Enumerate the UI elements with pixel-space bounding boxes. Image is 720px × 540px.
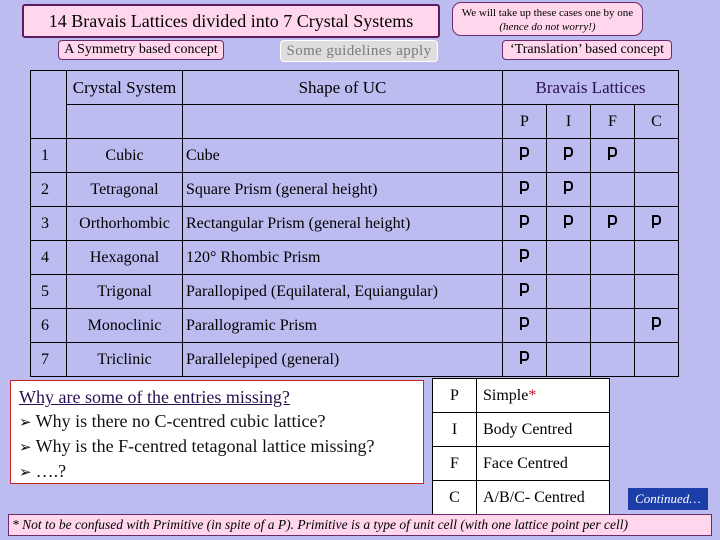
header-crystal-system: Crystal System bbox=[67, 71, 183, 105]
table-row bbox=[31, 275, 679, 309]
lattice-mark-icon bbox=[652, 215, 661, 228]
unit-cell-shape-cell: Parallelepiped (general) bbox=[183, 343, 503, 377]
crystal-system-cell: Hexagonal bbox=[67, 241, 183, 275]
symmetry-callout: A Symmetry based concept bbox=[58, 40, 224, 60]
lattice-mark-icon bbox=[520, 317, 529, 330]
lattice-cell-i bbox=[547, 241, 591, 275]
lattice-cell-f bbox=[591, 173, 635, 207]
legend-row bbox=[433, 379, 610, 413]
page-title: 14 Bravais Lattices divided into 7 Crystal Systems bbox=[22, 4, 440, 38]
crystal-system-cell: Cubic bbox=[67, 139, 183, 173]
legend-key: I bbox=[433, 413, 477, 447]
table-subheader-row bbox=[31, 105, 679, 139]
unit-cell-shape-cell: 120° Rhombic Prism bbox=[183, 241, 503, 275]
lattice-cell-f bbox=[591, 241, 635, 275]
lattice-mark-icon bbox=[520, 147, 529, 160]
arrow-bullet-icon: ➢ bbox=[19, 438, 32, 456]
row-number: 3 bbox=[31, 207, 67, 241]
header-bravais-lattices: Bravais Lattices bbox=[503, 71, 679, 105]
table-row bbox=[31, 343, 679, 377]
row-number: 4 bbox=[31, 241, 67, 275]
lattice-cell-i bbox=[547, 343, 591, 377]
row-number: 2 bbox=[31, 173, 67, 207]
footnote: * Not to be confused with Primitive (in spite of a P). Primitive is a type of unit cell (with one lattice point per cell) bbox=[8, 514, 712, 536]
subheader-blank bbox=[67, 105, 183, 139]
legend-key: C bbox=[433, 481, 477, 515]
legend-label: Body Centred bbox=[477, 413, 610, 447]
table-row bbox=[31, 241, 679, 275]
lattice-mark-icon bbox=[564, 147, 573, 160]
arrow-bullet-icon: ➢ bbox=[19, 463, 32, 481]
note-line1: We will take up these cases one by one bbox=[461, 7, 634, 19]
lattice-mark-icon bbox=[520, 283, 529, 296]
lattice-cell-c bbox=[635, 309, 679, 343]
crystal-system-cell: Tetragonal bbox=[67, 173, 183, 207]
table-row bbox=[31, 309, 679, 343]
legend-star: * bbox=[528, 386, 537, 404]
legend-label: Face Centred bbox=[477, 447, 610, 481]
bravais-table bbox=[30, 70, 679, 377]
lattice-cell-p bbox=[503, 173, 547, 207]
row-number: 7 bbox=[31, 343, 67, 377]
crystal-system-cell: Trigonal bbox=[67, 275, 183, 309]
lattice-cell-p bbox=[503, 309, 547, 343]
translation-callout: ‘Translation’ based concept bbox=[502, 40, 672, 60]
lattice-cell-c bbox=[635, 275, 679, 309]
lattice-cell-f bbox=[591, 207, 635, 241]
legend-label: A/B/C- Centred bbox=[477, 481, 610, 515]
legend-row bbox=[433, 481, 610, 515]
unit-cell-shape-cell: Parallopiped (Equilateral, Equiangular) bbox=[183, 275, 503, 309]
lattice-cell-i bbox=[547, 139, 591, 173]
lattice-type-header: P bbox=[503, 105, 547, 139]
table-row bbox=[31, 139, 679, 173]
questions-box bbox=[10, 380, 424, 484]
header-num-cell bbox=[31, 71, 67, 139]
lattice-cell-i bbox=[547, 207, 591, 241]
lattice-cell-p bbox=[503, 343, 547, 377]
crystal-system-cell: Triclinic bbox=[67, 343, 183, 377]
question-item: ➢ ….? bbox=[19, 461, 67, 481]
lattice-cell-p bbox=[503, 275, 547, 309]
question-item: ➢ Why is there no C-centred cubic lattice? bbox=[19, 411, 326, 431]
legend-label: Simple* bbox=[477, 379, 610, 413]
crystal-system-cell: Monoclinic bbox=[67, 309, 183, 343]
lattice-type-header: C bbox=[635, 105, 679, 139]
table-row bbox=[31, 207, 679, 241]
lattice-cell-i bbox=[547, 275, 591, 309]
lattice-cell-i bbox=[547, 309, 591, 343]
note-line2: (hence do not worry!) bbox=[499, 21, 596, 33]
lattice-mark-icon bbox=[520, 249, 529, 262]
legend-row bbox=[433, 447, 610, 481]
subheader-blank bbox=[183, 105, 503, 139]
lattice-cell-f bbox=[591, 139, 635, 173]
lattice-type-header: I bbox=[547, 105, 591, 139]
guidelines-callout: Some guidelines apply bbox=[280, 40, 438, 62]
unit-cell-shape-cell: Rectangular Prism (general height) bbox=[183, 207, 503, 241]
row-number: 5 bbox=[31, 275, 67, 309]
lattice-cell-p bbox=[503, 139, 547, 173]
lattice-cell-p bbox=[503, 241, 547, 275]
arrow-bullet-icon: ➢ bbox=[19, 413, 32, 431]
lattice-cell-i bbox=[547, 173, 591, 207]
legend-row bbox=[433, 413, 610, 447]
lattice-cell-c bbox=[635, 241, 679, 275]
unit-cell-shape-cell: Square Prism (general height) bbox=[183, 173, 503, 207]
lattice-mark-icon bbox=[520, 181, 529, 194]
lattice-mark-icon bbox=[564, 181, 573, 194]
unit-cell-shape-cell: Cube bbox=[183, 139, 503, 173]
table-row bbox=[31, 173, 679, 207]
lattice-cell-c bbox=[635, 207, 679, 241]
row-number: 6 bbox=[31, 309, 67, 343]
header-shape: Shape of UC bbox=[183, 71, 503, 105]
lattice-mark-icon bbox=[520, 351, 529, 364]
unit-cell-shape-cell: Parallogramic Prism bbox=[183, 309, 503, 343]
note-box bbox=[452, 2, 643, 36]
lattice-cell-c bbox=[635, 343, 679, 377]
lattice-cell-p bbox=[503, 207, 547, 241]
lattice-cell-c bbox=[635, 173, 679, 207]
lattice-mark-icon bbox=[564, 215, 573, 228]
row-number: 1 bbox=[31, 139, 67, 173]
questions-heading: Why are some of the entries missing? bbox=[19, 387, 290, 407]
lattice-cell-f bbox=[591, 309, 635, 343]
table-header-row bbox=[31, 71, 679, 105]
lattice-mark-icon bbox=[520, 215, 529, 228]
lattice-cell-f bbox=[591, 275, 635, 309]
lattice-mark-icon bbox=[652, 317, 661, 330]
legend-key: P bbox=[433, 379, 477, 413]
legend-table bbox=[432, 378, 610, 515]
lattice-mark-icon bbox=[608, 215, 617, 228]
continued-button[interactable]: Continued… bbox=[628, 488, 708, 510]
legend-key: F bbox=[433, 447, 477, 481]
lattice-cell-f bbox=[591, 343, 635, 377]
question-item: ➢ Why is the F-centred tetagonal lattice missing? bbox=[19, 436, 375, 456]
lattice-mark-icon bbox=[608, 147, 617, 160]
lattice-type-header: F bbox=[591, 105, 635, 139]
lattice-cell-c bbox=[635, 139, 679, 173]
crystal-system-cell: Orthorhombic bbox=[67, 207, 183, 241]
